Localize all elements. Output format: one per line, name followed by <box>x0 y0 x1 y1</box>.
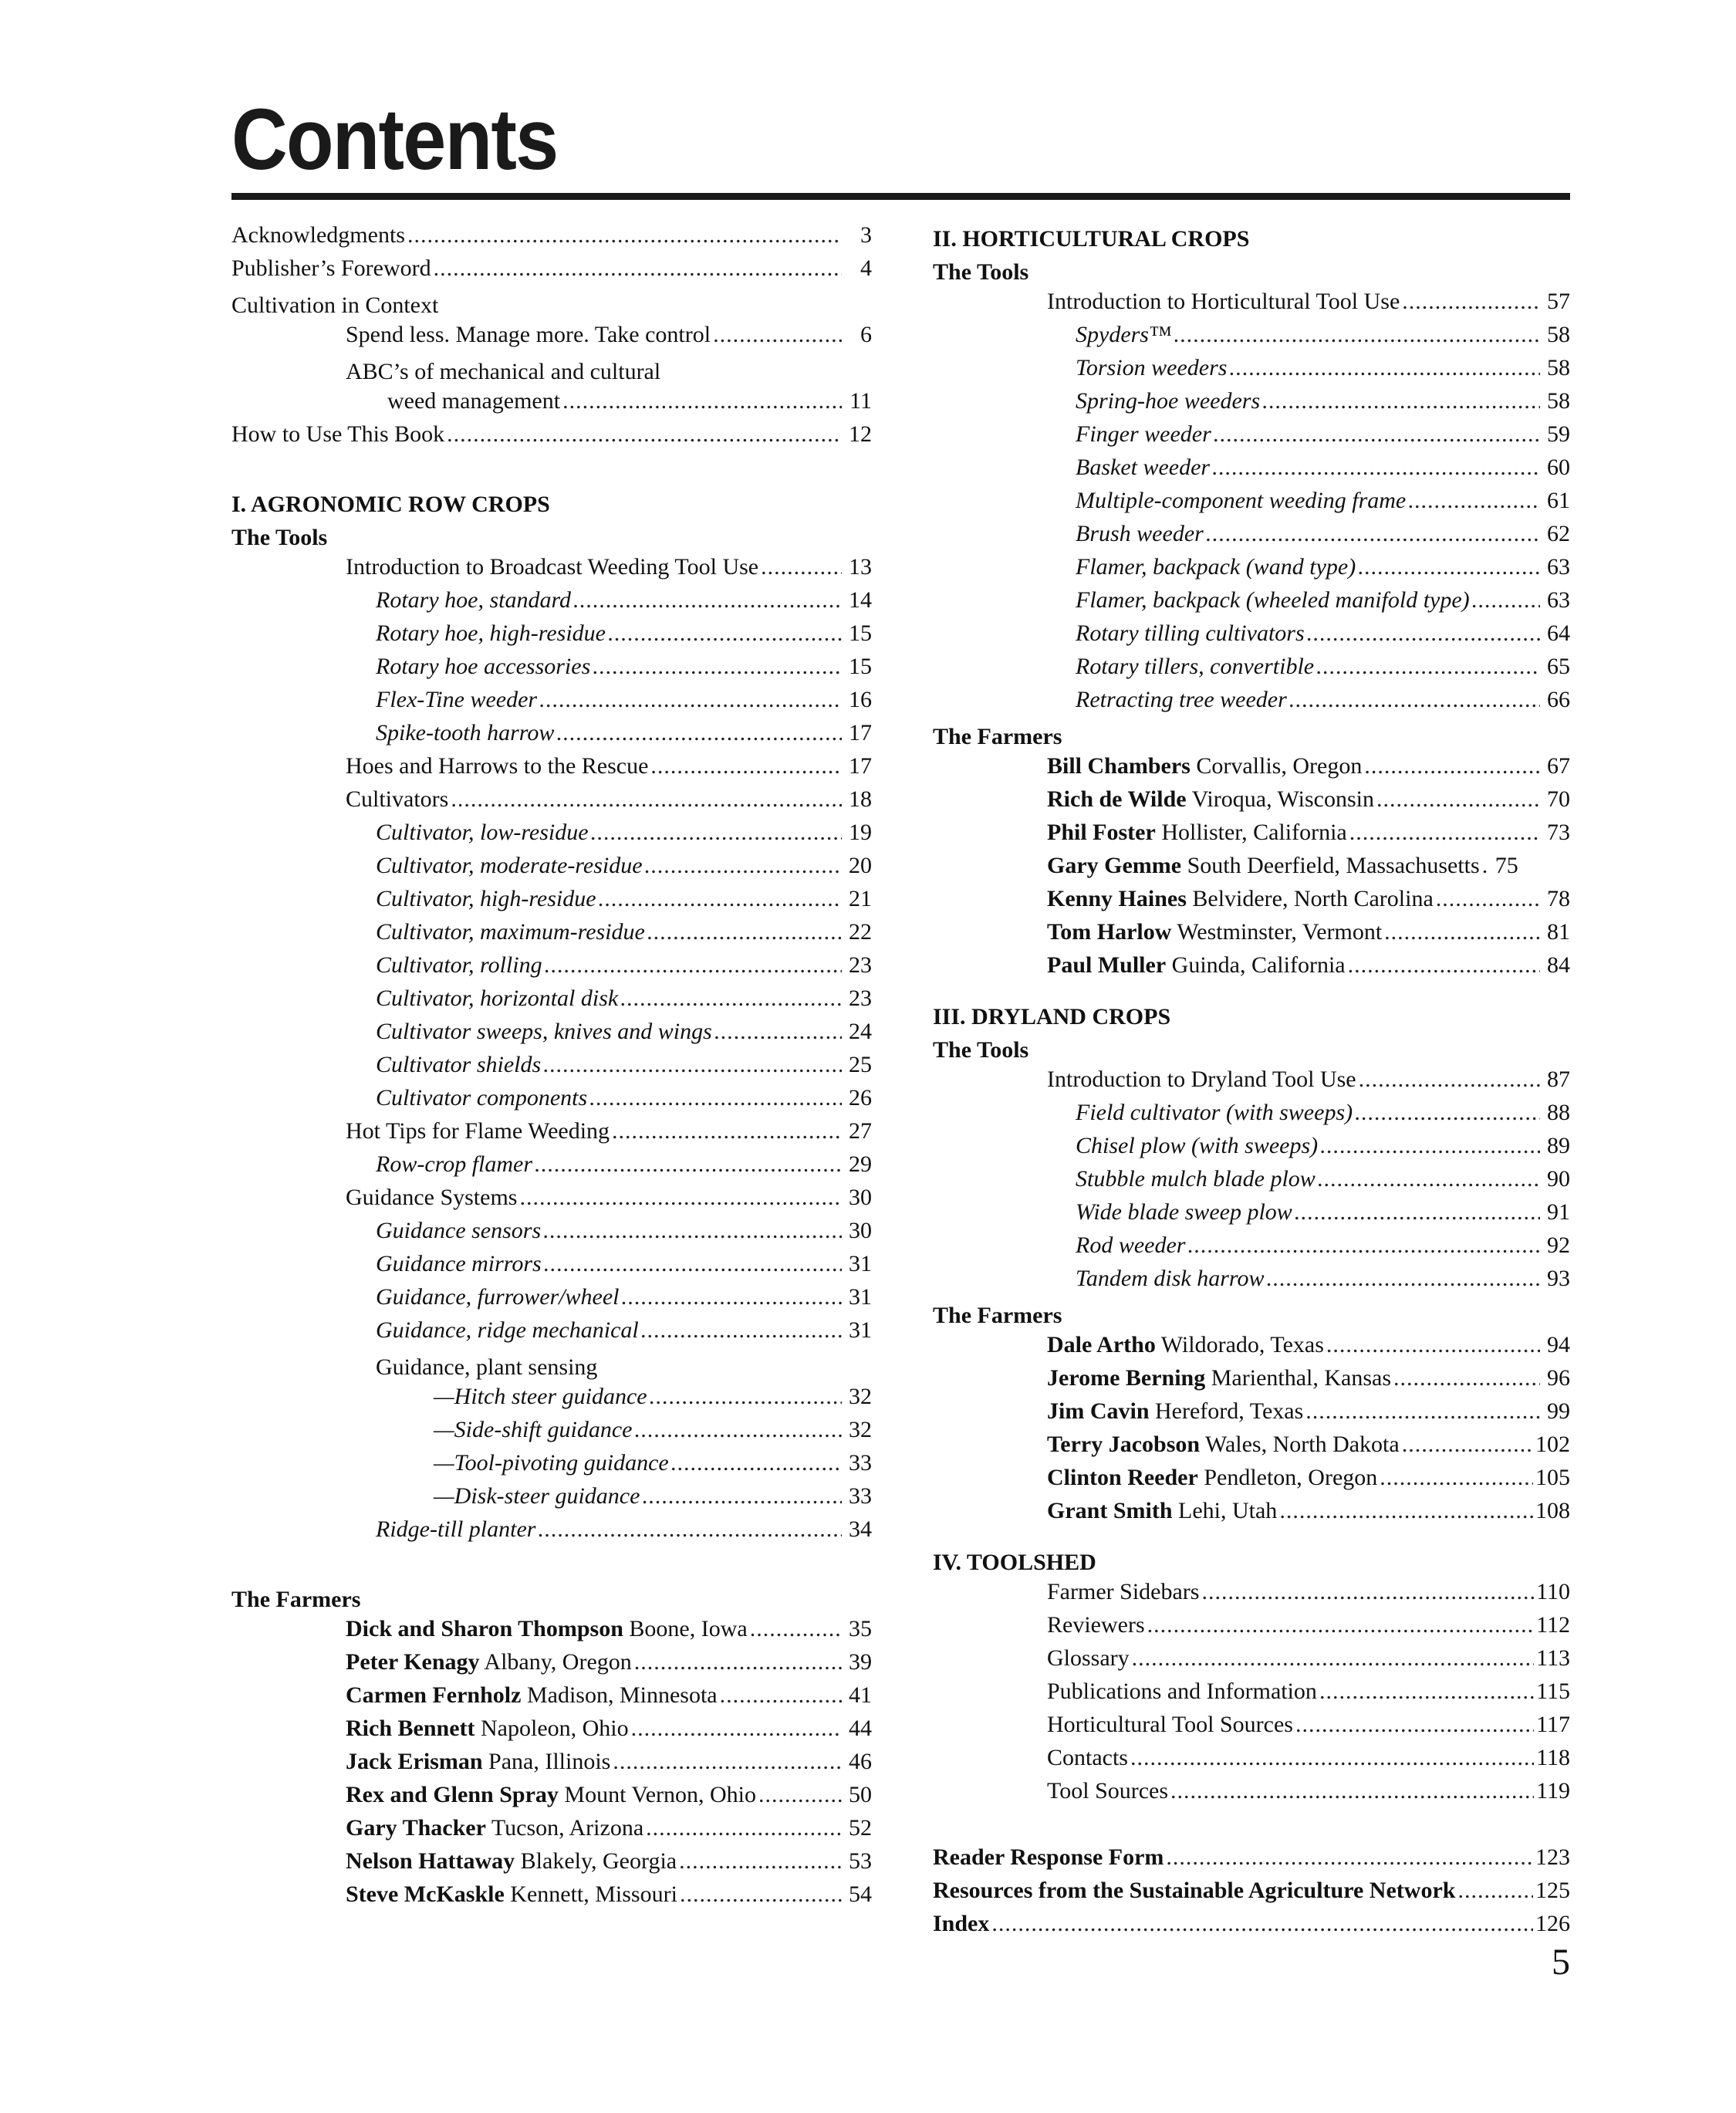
farmer-entry[interactable]: Nelson Hattaway Blakely, Georgia ..... 53 <box>231 1848 872 1881</box>
toc-entry[interactable]: Cultivator components ..... 26 <box>231 1085 872 1118</box>
toc-entry[interactable]: Retracting tree weeder ..... 66 <box>933 687 1570 720</box>
subheading-farmers: The Farmers <box>933 1303 1062 1328</box>
subheading-farmers: The Farmers <box>933 724 1062 749</box>
toc-entry[interactable]: Rotary hoe, standard ..... 14 <box>231 587 872 620</box>
farmer-entry[interactable]: Gary Gemme South Deerfield, Massachusetts ..... 75 <box>933 853 1570 886</box>
toc-entry[interactable]: Contacts ..... 118 <box>933 1745 1570 1778</box>
farmer-entry[interactable]: Dick and Sharon Thompson Boone, Iowa ..... 35 <box>231 1616 872 1649</box>
farmer-entry[interactable]: Carmen Fernholz Madison, Minnesota ..... 41 <box>231 1682 872 1716</box>
toc-entry-resources[interactable]: Resources from the Sustainable Agriculture Network ..... 125 <box>933 1878 1570 1911</box>
farmer-entry[interactable]: Jim Cavin Hereford, Texas ..... 99 <box>933 1398 1570 1432</box>
toc-entry[interactable]: Spike-tooth harrow ..... 17 <box>231 720 872 753</box>
toc-entry[interactable]: Tandem disk harrow ..... 93 <box>933 1266 1570 1299</box>
farmer-entry[interactable]: Grant Smith Lehi, Utah ..... 108 <box>933 1498 1570 1531</box>
toc-entry[interactable]: Cultivator, maximum-residue ..... 22 <box>231 919 872 952</box>
farmer-entry[interactable]: Kenny Haines Belvidere, North Carolina ..... 78 <box>933 886 1570 919</box>
toc-entry[interactable]: Glossary ..... 113 <box>933 1645 1570 1679</box>
toc-entry[interactable]: Farmer Sidebars ..... 110 <box>933 1579 1570 1612</box>
toc-entry[interactable]: Multiple-component weeding frame ..... 61 <box>933 488 1570 521</box>
toc-entry[interactable]: Flex-Tine weeder ..... 16 <box>231 687 872 720</box>
toc-entry[interactable]: Stubble mulch blade plow ..... 90 <box>933 1166 1570 1199</box>
farmer-entry[interactable]: Gary Thacker Tucson, Arizona ..... 52 <box>231 1815 872 1848</box>
toc-entry[interactable]: Hoes and Harrows to the Rescue ..... 17 <box>231 753 872 786</box>
subheading-farmers: The Farmers <box>231 1587 361 1612</box>
toc-entry[interactable]: Cultivator, moderate-residue ..... 20 <box>231 853 872 886</box>
page-title: Contents <box>231 91 558 188</box>
section-heading-horticultural: II. HORTICULTURAL CROPS <box>933 226 1250 252</box>
farmer-entry[interactable]: Tom Harlow Westminster, Vermont ..... 81 <box>933 919 1570 952</box>
toc-entry[interactable]: Cultivator shields ..... 25 <box>231 1052 872 1085</box>
farmer-entry[interactable]: Bill Chambers Corvallis, Oregon ..... 67 <box>933 753 1570 786</box>
toc-entry[interactable]: Guidance, furrower/wheel ..... 31 <box>231 1284 872 1317</box>
toc-entry[interactable]: Brush weeder ..... 62 <box>933 521 1570 554</box>
right-column <box>933 222 1570 1944</box>
toc-entry[interactable]: Finger weeder ..... 59 <box>933 421 1570 455</box>
farmer-entry[interactable]: Phil Foster Hollister, California ..... 73 <box>933 820 1570 853</box>
farmer-entry[interactable]: Jack Erisman Pana, Illinois ..... 46 <box>231 1749 872 1782</box>
toc-entry[interactable]: Cultivator, rolling ..... 23 <box>231 952 872 986</box>
toc-entry[interactable]: Basket weeder ..... 60 <box>933 455 1570 488</box>
farmer-entry[interactable]: Terry Jacobson Wales, North Dakota ..... 102 <box>933 1432 1570 1465</box>
subheading-tools: The Tools <box>933 259 1029 285</box>
toc-entry[interactable]: Publications and Information ..... 115 <box>933 1679 1570 1712</box>
toc-entry-spend-less[interactable]: Spend less. Manage more. Take control ..... 6 <box>231 322 872 355</box>
toc-entry[interactable]: —Hitch steer guidance ..... 32 <box>231 1384 872 1417</box>
toc-entry-how-to-use[interactable]: How to Use This Book ..... 12 <box>231 421 872 455</box>
farmer-entry[interactable]: Steve McKaskle Kennett, Missouri ..... 54 <box>231 1881 872 1915</box>
toc-entry[interactable]: Cultivator sweeps, knives and wings ..... 24 <box>231 1019 872 1052</box>
toc-entry[interactable]: Cultivator, low-residue ..... 19 <box>231 820 872 853</box>
toc-entry[interactable]: Rotary hoe, high-residue ..... 15 <box>231 620 872 654</box>
toc-entry[interactable]: Rotary hoe accessories ..... 15 <box>231 654 872 687</box>
left-column <box>231 222 872 1915</box>
toc-entry[interactable]: Guidance mirrors ..... 31 <box>231 1251 872 1284</box>
farmer-entry[interactable]: Rich Bennett Napoleon, Ohio ..... 44 <box>231 1716 872 1749</box>
toc-group-cultivation: Cultivation in Context <box>231 292 439 318</box>
toc-entry[interactable]: Spyders™ ..... 58 <box>933 322 1570 355</box>
farmer-entry[interactable]: Paul Muller Guinda, California ..... 84 <box>933 952 1570 986</box>
toc-entry[interactable]: Horticultural Tool Sources ..... 117 <box>933 1712 1570 1745</box>
toc-entry-index[interactable]: Index ..... 126 <box>933 1911 1570 1944</box>
toc-entry[interactable]: Tool Sources ..... 119 <box>933 1778 1570 1811</box>
subheading-tools: The Tools <box>933 1037 1029 1063</box>
section-heading-agronomic: I. AGRONOMIC ROW CROPS <box>231 492 550 517</box>
toc-entry[interactable]: Cultivator, high-residue ..... 21 <box>231 886 872 919</box>
toc-entry[interactable]: Rotary tilling cultivators ..... 64 <box>933 620 1570 654</box>
farmer-entry[interactable]: Dale Artho Wildorado, Texas ..... 94 <box>933 1332 1570 1365</box>
toc-entry[interactable]: Introduction to Horticultural Tool Use ..... 57 <box>933 289 1570 322</box>
toc-entry[interactable]: Reviewers ..... 112 <box>933 1612 1570 1645</box>
toc-entry[interactable]: Guidance sensors ..... 30 <box>231 1218 872 1251</box>
farmer-entry[interactable]: Rich de Wilde Viroqua, Wisconsin ..... 70 <box>933 786 1570 820</box>
toc-entry[interactable]: —Disk-steer guidance ..... 33 <box>231 1483 872 1516</box>
toc-entry-acknowledgments[interactable]: Acknowledgments ..... 3 <box>231 222 872 255</box>
toc-entry[interactable]: Rod weeder ..... 92 <box>933 1232 1570 1266</box>
toc-entry[interactable]: —Tool-pivoting guidance ..... 33 <box>231 1450 872 1483</box>
toc-entry[interactable]: Field cultivator (with sweeps) ..... 88 <box>933 1100 1570 1133</box>
toc-entry-reader-response[interactable]: Reader Response Form ..... 123 <box>933 1844 1570 1878</box>
toc-entry[interactable]: Cultivator, horizontal disk ..... 23 <box>231 986 872 1019</box>
toc-entry[interactable]: Spring-hoe weeders ..... 58 <box>933 388 1570 421</box>
toc-entry[interactable]: Guidance Systems ..... 30 <box>231 1185 872 1218</box>
toc-entry[interactable]: Cultivators ..... 18 <box>231 786 872 820</box>
farmer-entry[interactable]: Rex and Glenn Spray Mount Vernon, Ohio ..... 50 <box>231 1782 872 1815</box>
toc-entry[interactable]: Torsion weeders ..... 58 <box>933 355 1570 388</box>
toc-entry[interactable]: Guidance, ridge mechanical ..... 31 <box>231 1317 872 1351</box>
farmer-entry[interactable]: Peter Kenagy Albany, Oregon ..... 39 <box>231 1649 872 1682</box>
toc-entry[interactable]: Flamer, backpack (wheeled manifold type) ..... 63 <box>933 587 1570 620</box>
page-number: 5 <box>1552 1942 1570 1983</box>
toc-entry-weed-management[interactable]: weed management ..... 11 <box>231 388 872 421</box>
toc-entry[interactable]: Introduction to Dryland Tool Use ..... 87 <box>933 1067 1570 1100</box>
toc-entry[interactable]: Introduction to Broadcast Weeding Tool Use ..... 13 <box>231 554 872 587</box>
farmer-entry[interactable]: Clinton Reeder Pendleton, Oregon ..... 105 <box>933 1465 1570 1498</box>
toc-entry[interactable]: Row-crop flamer ..... 29 <box>231 1151 872 1185</box>
toc-entry[interactable]: Rotary tillers, convertible ..... 65 <box>933 654 1570 687</box>
toc-entry: Guidance, plant sensing <box>376 1354 598 1380</box>
toc-entry-foreword[interactable]: Publisher’s Foreword ..... 4 <box>231 255 872 289</box>
title-rule <box>231 193 1570 200</box>
section-heading-toolshed: IV. TOOLSHED <box>933 1550 1096 1575</box>
toc-entry[interactable]: Flamer, backpack (wand type) ..... 63 <box>933 554 1570 587</box>
toc-entry[interactable]: Wide blade sweep plow ..... 91 <box>933 1199 1570 1232</box>
toc-entry[interactable]: —Side-shift guidance ..... 32 <box>231 1417 872 1450</box>
toc-entry[interactable]: Chisel plow (with sweeps) ..... 89 <box>933 1133 1570 1166</box>
farmer-entry[interactable]: Jerome Berning Marienthal, Kansas ..... 96 <box>933 1365 1570 1398</box>
section-heading-dryland: III. DRYLAND CROPS <box>933 1004 1171 1029</box>
toc-entry-abc-line1: ABC’s of mechanical and cultural <box>346 359 661 384</box>
subheading-tools: The Tools <box>231 525 328 550</box>
toc-entry[interactable]: Ridge-till planter ..... 34 <box>231 1516 872 1550</box>
toc-entry[interactable]: Hot Tips for Flame Weeding ..... 27 <box>231 1118 872 1151</box>
